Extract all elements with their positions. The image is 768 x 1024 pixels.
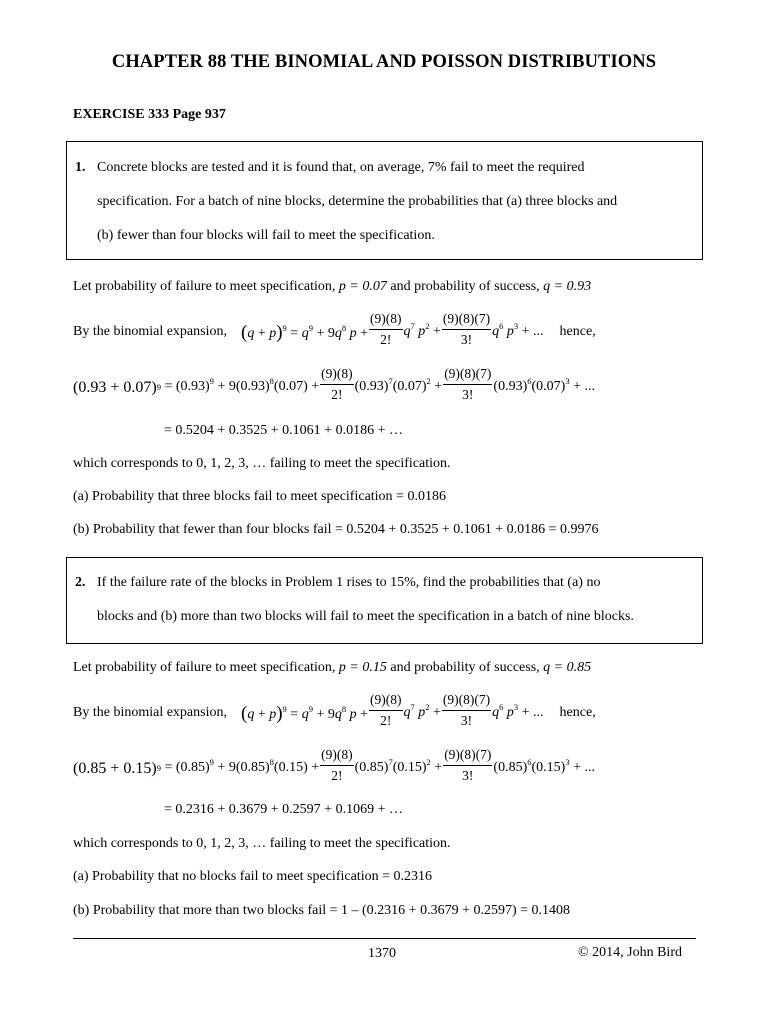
q-value: q = 0.85 bbox=[543, 660, 592, 675]
corresponds-text: which corresponds to 0, 1, 2, 3, … failing to meet the specification. bbox=[73, 836, 451, 851]
exercise-heading: EXERCISE 333 Page 937 bbox=[73, 107, 226, 122]
expansion-result: = 0.5204 + 0.3525 + 0.1061 + 0.0186 + … bbox=[164, 423, 403, 438]
problem-2-number: 2. bbox=[75, 575, 86, 590]
problem-1-line: (b) fewer than four blocks will fail to meet the specification. bbox=[97, 228, 435, 243]
answer-b: (b) Probability that more than two blocks fail = 1 – (0.2316 + 0.3679 + 0.2597) = 0.1408 bbox=[73, 903, 571, 918]
answer-b: (b) Probability that fewer than four blocks fail = 0.5204 + 0.3525 + 0.1061 + 0.0186 = 0.9976 bbox=[73, 522, 599, 537]
answer-a: (a) Probability that no blocks fail to meet specification = 0.2316 bbox=[73, 869, 432, 884]
page-title: CHAPTER 88 THE BINOMIAL AND POISSON DISTRIBUTIONS bbox=[111, 52, 657, 72]
problem-1-number: 1. bbox=[75, 160, 86, 175]
binomial-expansion-numeric: (0.93 + 0.07) 9 = $(0.93)^9 + 9(0.93)^8(0.07)$ + $\frac{(9)(8)}{2!}$ $(0.93)^7(0.07)^2$ + $\frac{(9)(8)(7)}{3!}$ $(0.93)^6(0.07)^3$ + ... bbox=[73, 366, 595, 402]
expansion-result: = 0.2316 + 0.3679 + 0.2597 + 0.1069 + … bbox=[164, 802, 403, 817]
problem-2-line: If the failure rate of the blocks in Problem 1 rises to 15%, find the probabilities that (a) no bbox=[97, 575, 601, 590]
p-value: p = 0.07 bbox=[338, 279, 387, 294]
copyright: © 2014, John Bird bbox=[578, 945, 682, 960]
binomial-expansion-general: By the binomial expansion, $(q + p)^9 = q^9 + 9q^8$ p + $\frac{(9)(8)}{2!}$ $q^7$ $p^2$ + $\frac{(9)(8)(7)}{3!}$ $q^6$ $p^3$ + ... hence, bbox=[73, 311, 596, 347]
problem-2-line: blocks and (b) more than two blocks will fail to meet the specification in a batch of nine blocks. bbox=[97, 609, 634, 624]
answer-a: (a) Probability that three blocks fail to meet specification = 0.0186 bbox=[73, 489, 446, 504]
binomial-expansion-numeric: (0.85 + 0.15) 9 = $(0.85)^9 + 9(0.85)^8(0.15)$ + $\frac{(9)(8)}{2!}$ $(0.85)^7(0.15)^2$ + $\frac{(9)(8)(7)}{3!}$ $(0.85)^6(0.15)^3$ + ... bbox=[73, 747, 595, 783]
problem-1-line: Concrete blocks are tested and it is found that, on average, 7% fail to meet the required bbox=[97, 160, 585, 175]
problem-2-box bbox=[66, 557, 703, 644]
problem-2-given: Let probability of failure to meet specification, p = 0.15 and probability of success, q = 0.85 bbox=[73, 660, 592, 675]
problem-1-box bbox=[66, 141, 703, 260]
page-number: 1370 bbox=[368, 946, 396, 961]
corresponds-text: which corresponds to 0, 1, 2, 3, … failing to meet the specification. bbox=[73, 456, 451, 471]
problem-1-line: specification. For a batch of nine blocks, determine the probabilities that (a) three blocks and bbox=[97, 194, 618, 209]
p-value: p = 0.15 bbox=[338, 660, 387, 675]
binomial-expansion-general: By the binomial expansion, $(q + p)^9 = q^9 + 9q^8$ p + $\frac{(9)(8)}{2!}$ $q^7$ $p^2$ + $\frac{(9)(8)(7)}{3!}$ $q^6$ $p^3$ + ... hence, bbox=[73, 692, 596, 728]
footer-divider bbox=[73, 938, 696, 939]
problem-1-given: Let probability of failure to meet specification, p = 0.07 and probability of success, q = 0.93 bbox=[73, 279, 592, 294]
q-value: q = 0.93 bbox=[543, 279, 592, 294]
